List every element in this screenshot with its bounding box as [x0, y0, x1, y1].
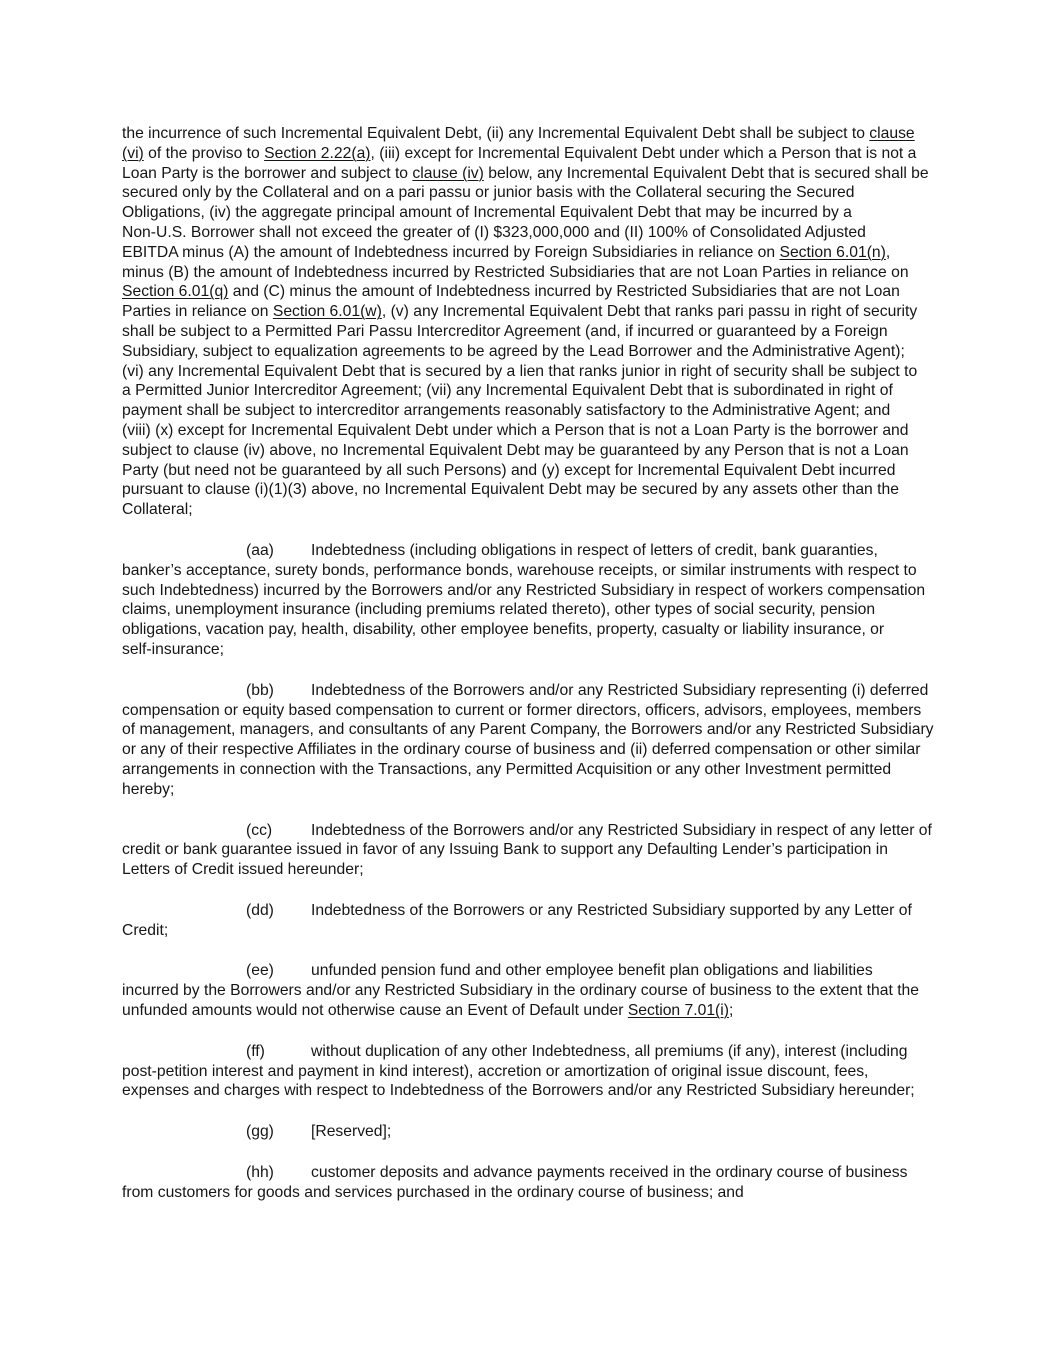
paragraph-clause-gg [122, 1122, 944, 1142]
text-segment: Indebtedness of the Borrowers or any Restricted Subsidiary supported by any Letter of [311, 901, 912, 919]
paragraph-label: (gg) [246, 1123, 274, 1141]
paragraph-label: (ee) [246, 962, 274, 980]
section-reference: clause (iv) [412, 164, 484, 182]
text-line [122, 421, 944, 441]
text-line [122, 860, 944, 880]
text-segment: Collateral; [122, 501, 193, 519]
text-line [122, 720, 944, 740]
text-line [122, 780, 944, 800]
text-line [122, 124, 944, 144]
text-segment: expenses and charges with respect to Indebtedness of the Borrowers and/or any Restricted Subsidiary hereunder; [122, 1082, 915, 1100]
document-body [122, 124, 944, 1203]
text-segment: the incurrence of such Incremental Equivalent Debt, (ii) any Incremental Equivalent Debt shall be subject to [122, 125, 870, 142]
text-segment: ; [728, 1002, 734, 1020]
text-segment: and (C) minus the amount of Indebtedness incurred by Restricted Subsidiaries that are not Loan [228, 283, 900, 301]
text-line [122, 500, 944, 520]
text-line [122, 263, 944, 283]
text-line [122, 561, 944, 581]
section-reference: clause [869, 125, 915, 142]
text-line [122, 480, 944, 500]
text-segment: Non-U.S. Borrower shall not exceed the greater of (I) $323,000,000 and (II) 100% of Consolidated Adjusted [122, 223, 866, 241]
text-line [122, 381, 944, 401]
text-segment: Indebtedness of the Borrowers and/or any Restricted Subsidiary representing (i) deferred [311, 681, 929, 699]
text-segment: Letters of Credit issued hereunder; [122, 861, 364, 879]
text-segment: unfunded amounts would not otherwise cause an Event of Default under [122, 1002, 628, 1020]
paragraph-label: (dd) [246, 901, 274, 919]
text-line [122, 1183, 944, 1203]
text-segment: a Permitted Junior Intercreditor Agreement; (vii) any Incremental Equivalent Debt that is subordinated in right of [122, 382, 893, 400]
text-segment: Credit; [122, 921, 169, 939]
paragraph-clause-ff [122, 1042, 944, 1101]
paragraph-incremental-equivalent-debt-continuation [122, 124, 944, 520]
text-segment: compensation or equity based compensation to current or former directors, officers, advisors, employees, members [122, 701, 922, 719]
text-line [122, 701, 944, 721]
paragraph-label: (bb) [246, 681, 274, 699]
text-segment: Indebtedness of the Borrowers and/or any Restricted Subsidiary in respect of any letter of [311, 821, 932, 839]
text-segment: unfunded pension fund and other employee benefit plan obligations and liabilities [311, 962, 873, 980]
text-segment: Indebtedness (including obligations in respect of letters of credit, bank guaranties, [311, 541, 878, 559]
text-segment: customer deposits and advance payments received in the ordinary course of business [311, 1164, 908, 1182]
text-line [122, 1122, 944, 1142]
text-line [122, 441, 944, 461]
text-segment: such Indebtedness) incurred by the Borrowers and/or any Restricted Subsidiary in respect of workers compensation [122, 581, 926, 599]
section-reference: Section 6.01(w) [272, 303, 382, 321]
text-segment: payment shall be subject to intercreditor arrangements reasonably satisfactory to the Administrative Agent; and [122, 402, 891, 420]
text-segment: from customers for goods and services purchased in the ordinary course of business; and [122, 1183, 744, 1201]
text-segment: below, any Incremental Equivalent Debt that is secured shall be [483, 164, 929, 182]
text-segment: claims, unemployment insurance (including premiums related thereto), other types of social security, pension [122, 601, 876, 619]
text-segment: Parties in reliance on [122, 303, 273, 321]
text-segment: (viii) (x) except for Incremental Equivalent Debt under which a Person that is not a Loan Party is the borrower and [122, 421, 909, 439]
text-line [122, 203, 944, 223]
text-segment: pursuant to clause (i)(1)(3) above, no Incremental Equivalent Debt may be secured by any assets other than the [122, 481, 899, 499]
text-segment: (vi) any Incremental Equivalent Debt that is secured by a lien that ranks junior in right of security shall be subject to [122, 362, 918, 380]
section-reference: Section 6.01(q) [122, 283, 229, 301]
text-segment: secured only by the Collateral and on a pari passu or junior basis with the Collateral securing the Secured [122, 184, 855, 202]
text-line [122, 961, 944, 981]
text-segment: Subsidiary, subject to equalization agreements to be agreed by the Lead Borrower and the Administrative Agent); [122, 342, 905, 360]
text-line [122, 362, 944, 382]
paragraph-label: (ff) [246, 1042, 265, 1060]
paragraph-clause-aa [122, 541, 944, 660]
text-segment: without duplication of any other Indebtedness, all premiums (if any), interest (including [311, 1042, 908, 1060]
text-segment: Obligations, (iv) the aggregate principal amount of Incremental Equivalent Debt that may be incurred by a [122, 204, 852, 222]
text-segment: self-insurance; [122, 640, 225, 658]
text-line [122, 1001, 944, 1021]
text-line [122, 1062, 944, 1082]
paragraph-clause-hh [122, 1163, 944, 1203]
text-segment: minus (B) the amount of Indebtedness incurred by Restricted Subsidiaries that are not Loan Parties in reliance on [122, 263, 909, 281]
text-segment: [Reserved]; [311, 1123, 392, 1141]
section-reference: Section 7.01(i) [627, 1002, 729, 1020]
text-line [122, 821, 944, 841]
section-reference: (vi) [122, 144, 144, 162]
paragraph-label: (cc) [246, 821, 273, 839]
paragraph-label: (aa) [246, 541, 274, 559]
section-reference: Section 6.01(n) [779, 243, 886, 261]
text-line [122, 581, 944, 601]
text-segment: of management, managers, and consultants of any Parent Company, the Borrowers and/or any Restricted Subsidiary [122, 721, 934, 739]
text-segment: obligations, vacation pay, health, disability, other employee benefits, property, casualty or liability insurance, or [122, 621, 885, 639]
text-segment: credit or bank guarantee issued in favor of any Issuing Bank to support any Defaulting Lender’s participation in [122, 841, 888, 859]
text-line [122, 322, 944, 342]
text-segment: subject to clause (iv) above, no Incremental Equivalent Debt may be guaranteed by any Person that is not a Loan [122, 441, 909, 459]
paragraph-clause-ee [122, 961, 944, 1020]
text-segment: incurred by the Borrowers and/or any Restricted Subsidiary in the ordinary course of business to the extent that the [122, 982, 919, 1000]
text-line [122, 640, 944, 660]
paragraph-clause-cc [122, 821, 944, 880]
text-line [122, 981, 944, 1001]
text-segment: banker’s acceptance, surety bonds, performance bonds, warehouse receipts, or similar instruments with respect to [122, 561, 917, 579]
text-line [122, 164, 944, 184]
text-line [122, 541, 944, 561]
text-line [122, 760, 944, 780]
text-line [122, 1163, 944, 1183]
text-segment: , (v) any Incremental Equivalent Debt that ranks pari passu in right of security [381, 303, 918, 321]
text-line [122, 282, 944, 302]
text-line [122, 401, 944, 421]
text-segment: hereby; [122, 780, 175, 798]
text-segment: arrangements in connection with the Transactions, any Permitted Acquisition or any other Investment permitted [122, 760, 892, 778]
text-line [122, 223, 944, 243]
text-line [122, 840, 944, 860]
text-segment: Party (but need not be guaranteed by all such Persons) and (y) except for Incremental Equivalent Debt incurred [122, 461, 896, 479]
text-line [122, 302, 944, 322]
text-segment: , [885, 243, 891, 261]
text-segment: , (iii) except for Incremental Equivalent Debt under which a Person that is not a [370, 144, 917, 162]
text-segment: EBITDA minus (A) the amount of Indebtedness incurred by Foreign Subsidiaries in reliance on [122, 243, 780, 261]
section-reference: Section 2.22(a) [264, 144, 371, 162]
text-line [122, 183, 944, 203]
text-line [122, 461, 944, 481]
paragraph-clause-bb [122, 681, 944, 800]
text-segment: shall be subject to a Permitted Pari Passu Intercreditor Agreement (and, if incurred or guaranteed by a Foreign [122, 322, 888, 340]
text-line [122, 1042, 944, 1062]
text-line [122, 144, 944, 164]
paragraph-clause-dd [122, 901, 944, 941]
text-segment: of the proviso to [143, 144, 265, 162]
text-line [122, 740, 944, 760]
text-segment: post-petition interest and payment in kind interest), accretion or amortization of original issue discount, fees, [122, 1062, 869, 1080]
text-line [122, 600, 944, 620]
text-segment: or any of their respective Affiliates in the ordinary course of business and (ii) deferred compensation or other similar [122, 741, 921, 759]
text-line [122, 620, 944, 640]
text-line [122, 921, 944, 941]
text-line [122, 901, 944, 921]
text-line [122, 243, 944, 263]
text-line [122, 342, 944, 362]
text-line [122, 681, 944, 701]
text-line [122, 1081, 944, 1101]
paragraph-label: (hh) [246, 1164, 274, 1182]
text-segment: Loan Party is the borrower and subject to [122, 164, 413, 182]
